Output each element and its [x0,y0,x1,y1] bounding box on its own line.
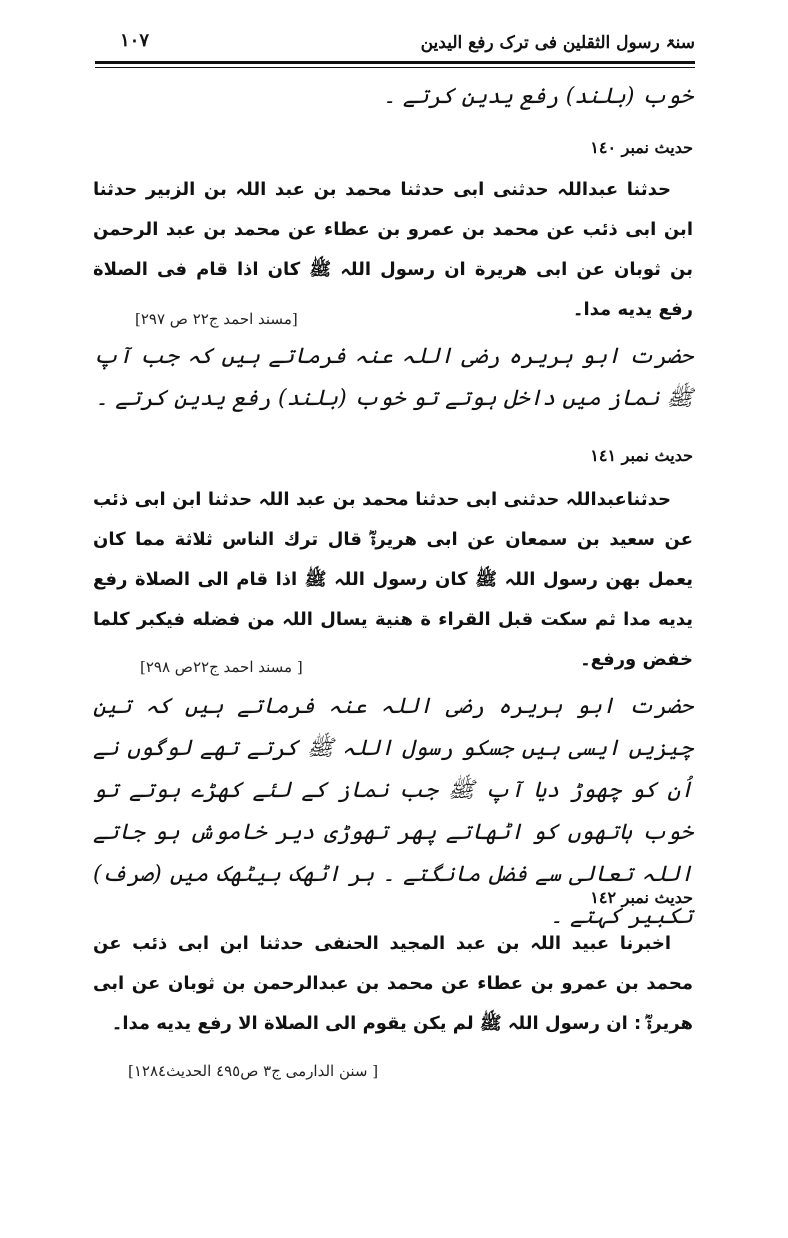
reference-141: [ مسند احمد ج٢٢ص ٢٩٨] [140,658,303,676]
book-title: سنۃ رسول الثقلین فی ترک رفع الیدین [420,33,695,53]
arabic-text-140: حدثنا عبداللہ حدثنی ابی حدثنا محمد بن عبد اللہ بن الزبیر حدثنا ابن ابی ذئب عن محمد بن عمرو بن عطاء عن محمد بن عبد الرحمن بن ثوبان عن ابی هريرة ان رسول اللہ ﷺ كان اذا قام فی الصلاة رفع يديه مدا۔ [93,179,693,320]
running-header [95,24,695,64]
page-number: ١٠٧ [120,30,150,51]
urdu-translation-continued: خوب (بلند) رفع یدین کرتے ۔ [383,84,693,109]
hadith-number-140: حدیث نمبر ١٤٠ [590,138,693,157]
reference-140: [مسند احمد ج٢٢ ص ٢٩٧] [135,310,298,328]
header-rule-thick [95,61,695,64]
arabic-text-142: اخبرنا عبيد اللہ بن عبد المجيد الحنفی حدثنا ابن ابی ذئب عن محمد بن عمرو بن عطاء عن محمد بن عبدالرحمن بن ثوبان عن ابی هريرةؓ : ان رسول اللہ ﷺ لم يكن يقوم الی الصلاة الا رفع يديه مدا۔ [93,933,693,1034]
header-rule-thin [95,67,695,68]
hadith-number-141: حدیث نمبر ١٤١ [590,446,693,465]
arabic-text-141: حدثناعبداللہ حدثنی ابی حدثنا محمد بن عبد اللہ حدثنا ابن ابی ذئب عن سعيد بن سمعان عن ابی هريرةؓ قال ترك الناس ثلاثة مما كان يعمل بهن رسول اللہ ﷺ كان رسول اللہ ﷺ اذا قام الی الصلاة رفع يديه مدا ثم سكت قبل القراء ة هنية يسال اللہ من فضله فيكبر كلما خفض ورفع۔ [93,489,693,670]
urdu-translation-140: حضرت ابو ہریرہ رضی اللہ عنہ فرماتے ہیں کہ جب آپ ﷺ نماز میں داخل ہوتے تو خوب (بلند) رفع یدین کرتے ۔ [93,344,693,411]
urdu-translation-141: حضرت ابو ہریرہ رضی اللہ عنہ فرماتے ہیں کہ تین چیزیں ایسی ہیں جسکو رسول اللہ ﷺ کرتے تھے لوگوں نے اُن کو چھوڑ دیا آپ ﷺ جب نماز کے لئے کھڑے ہوتے تو خوب ہاتھوں کو اٹھاتے پھر تھوڑی دیر خاموش ہو جاتے اللہ تعالی سے فضل مانگتے ۔ ہر اٹھک بیٹھک میں (صرف) تکبیر کہتے ۔ [93,694,693,929]
hadith-number-142: حدیث نمبر ١٤٢ [590,888,693,907]
reference-142: [ سنن الدارمی ج٣ ص٤٩٥ الحديث١٢٨٤] [128,1062,379,1080]
